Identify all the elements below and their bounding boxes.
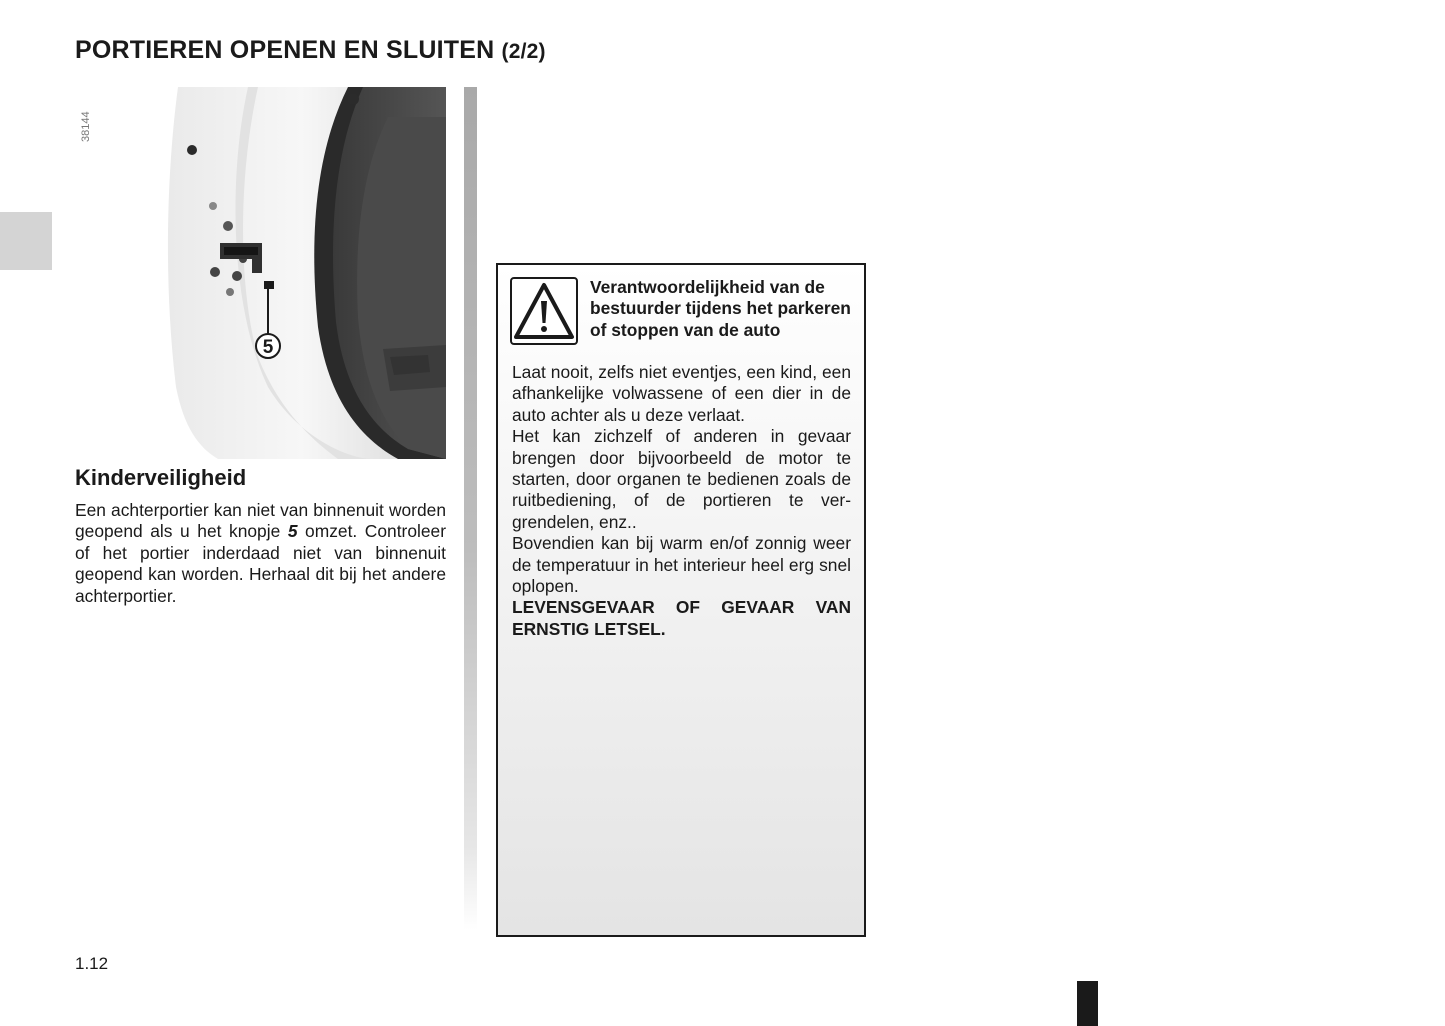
figure-code: 38144 (80, 111, 92, 142)
warning-paragraph-2: Het kan zichzelf of anderen in gevaar brengen door bijvoorbeeld de motor te starten, door organen te bedienen zoals de ruitbediening, of de portieren te ver-grendelen, enz.. (512, 426, 851, 532)
child-safety-text (75, 500, 446, 607)
warning-emphasis: LEVENSGEVAAR OF GEVAAR VAN ERNSTIG LETSEL. (512, 597, 851, 639)
page-title (75, 36, 546, 65)
page-title-suffix: (2/2) (501, 40, 546, 63)
warning-body (512, 362, 851, 640)
section-heading: Kinderveiligheid (75, 465, 247, 490)
child-safety-text-before: Een achterportier kan niet van binnenuit worden geopend als u het knopje (75, 500, 446, 542)
page-number: 1.12 (75, 954, 109, 973)
column-divider (464, 87, 477, 930)
warning-paragraph-1: Laat nooit, zelfs niet eventjes, een kind, een afhankelijke volwassene of een dier in de auto achter als u deze verlaat. (512, 362, 851, 425)
page-edge-marker (1077, 981, 1098, 1026)
child-safety-text-after: omzet. Controleer of het portier inderdaad niet van binnenuit geopend kan worden. Herhaal dit bij het andere achterportier. (75, 521, 446, 606)
button-reference: 5 (287, 521, 298, 542)
callout-label: 5 (262, 337, 274, 358)
door-photo (158, 87, 446, 459)
page-title-text: PORTIEREN OPENEN EN SLUITEN (75, 36, 495, 64)
warning-box (496, 263, 866, 937)
door-illustration (158, 87, 446, 459)
warning-triangle-icon (510, 277, 578, 345)
chapter-side-tab (0, 212, 52, 270)
warning-title: Verantwoordelijkheid van de bestuurder tijdens het parkeren of stoppen van de auto (590, 277, 851, 340)
warning-paragraph-3: Bovendien kan bij warm en/of zonnig weer de temperatuur in het interieur heel erg snel oplopen. (512, 533, 851, 597)
